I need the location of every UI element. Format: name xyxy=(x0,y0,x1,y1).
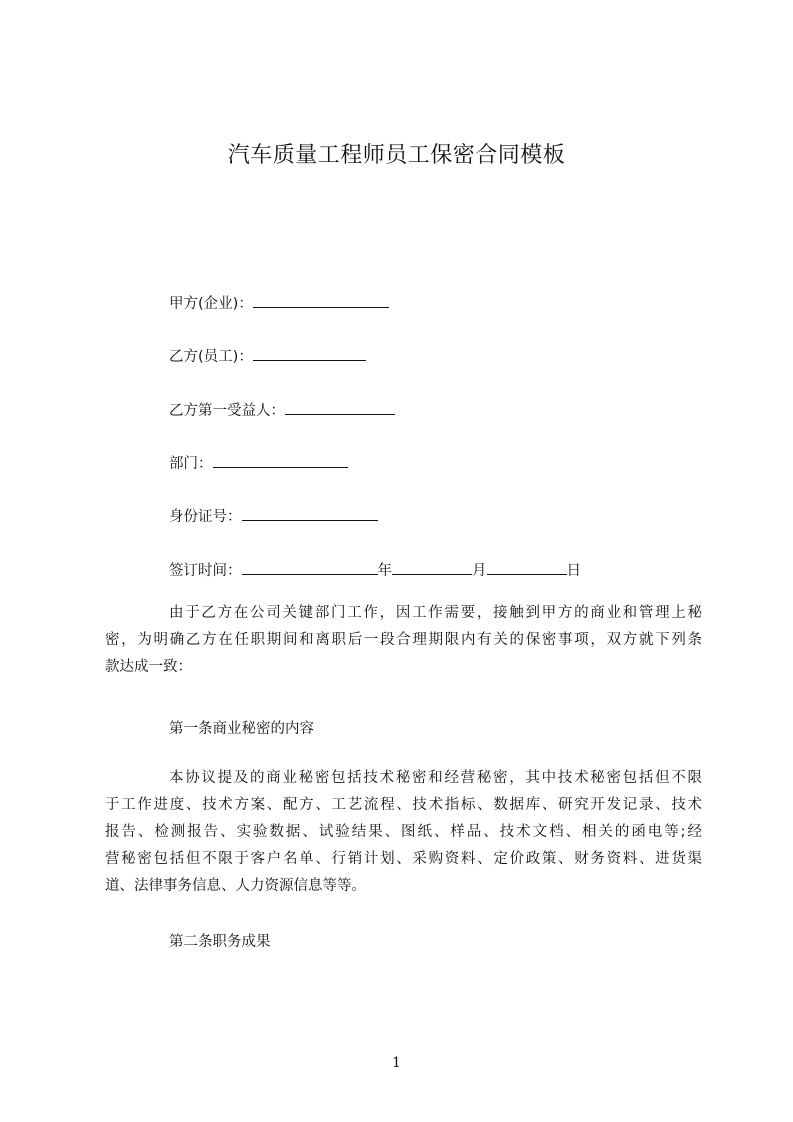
party-b-blank[interactable] xyxy=(253,345,366,361)
party-a-label: 甲方(企业)： xyxy=(169,296,253,312)
department-label: 部门： xyxy=(169,456,213,472)
day-label: 日 xyxy=(566,563,581,579)
article1-line: 本协议提及的商业秘密包括技术秘密和经营秘密，其中技术秘密包括但不限 xyxy=(169,770,702,786)
year-label: 年 xyxy=(377,563,392,579)
signing-day-blank[interactable] xyxy=(487,559,567,575)
id-number-label: 身份证号： xyxy=(169,509,242,525)
page-number: 1 xyxy=(392,1055,401,1071)
id-number-field xyxy=(169,505,378,527)
signing-time-label: 签订时间： xyxy=(169,563,242,579)
beneficiary-field xyxy=(169,399,395,421)
article1-heading: 第一条商业秘密的内容 xyxy=(169,721,314,737)
document-title: 汽车质量工程师员工保密合同模板 xyxy=(227,143,566,168)
signing-time-field xyxy=(169,559,581,581)
article2-heading: 第二条职务成果 xyxy=(169,934,271,950)
party-a-field xyxy=(169,292,389,314)
department-field xyxy=(169,452,348,474)
article1-line: 道、法律事务信息、人力资源信息等等。 xyxy=(105,878,366,894)
intro-paragraph xyxy=(105,600,702,681)
party-b-field xyxy=(169,345,366,367)
article1-line: 营秘密包括但不限于客户名单、行销计划、采购资料、定价政策、财务资料、进货渠 xyxy=(105,851,702,867)
intro-line: 由于乙方在公司关键部门工作，因工作需要，接触到甲方的商业和管理上秘 xyxy=(169,605,702,621)
party-a-blank[interactable] xyxy=(253,292,389,308)
intro-line: 密，为明确乙方在任职期间和离职后一段合理期限内有关的保密事项，双方就下列条 xyxy=(105,632,702,648)
article1-line: 报告、检测报告、实验数据、试验结果、图纸、样品、技术文档、相关的函电等;经 xyxy=(105,824,702,840)
month-label: 月 xyxy=(472,563,487,579)
signing-year-blank[interactable] xyxy=(242,559,378,575)
party-b-label: 乙方(员工)： xyxy=(169,349,253,365)
signing-month-blank[interactable] xyxy=(392,559,472,575)
beneficiary-blank[interactable] xyxy=(285,399,395,415)
article1-paragraph xyxy=(105,765,702,900)
article1-line: 于工作进度、技术方案、配方、工艺流程、技术指标、数据库、研究开发记录、技术 xyxy=(105,797,702,813)
intro-line: 款达成一致： xyxy=(105,659,192,675)
beneficiary-label: 乙方第一受益人： xyxy=(169,403,285,419)
id-number-blank[interactable] xyxy=(242,505,378,521)
department-blank[interactable] xyxy=(213,452,348,468)
